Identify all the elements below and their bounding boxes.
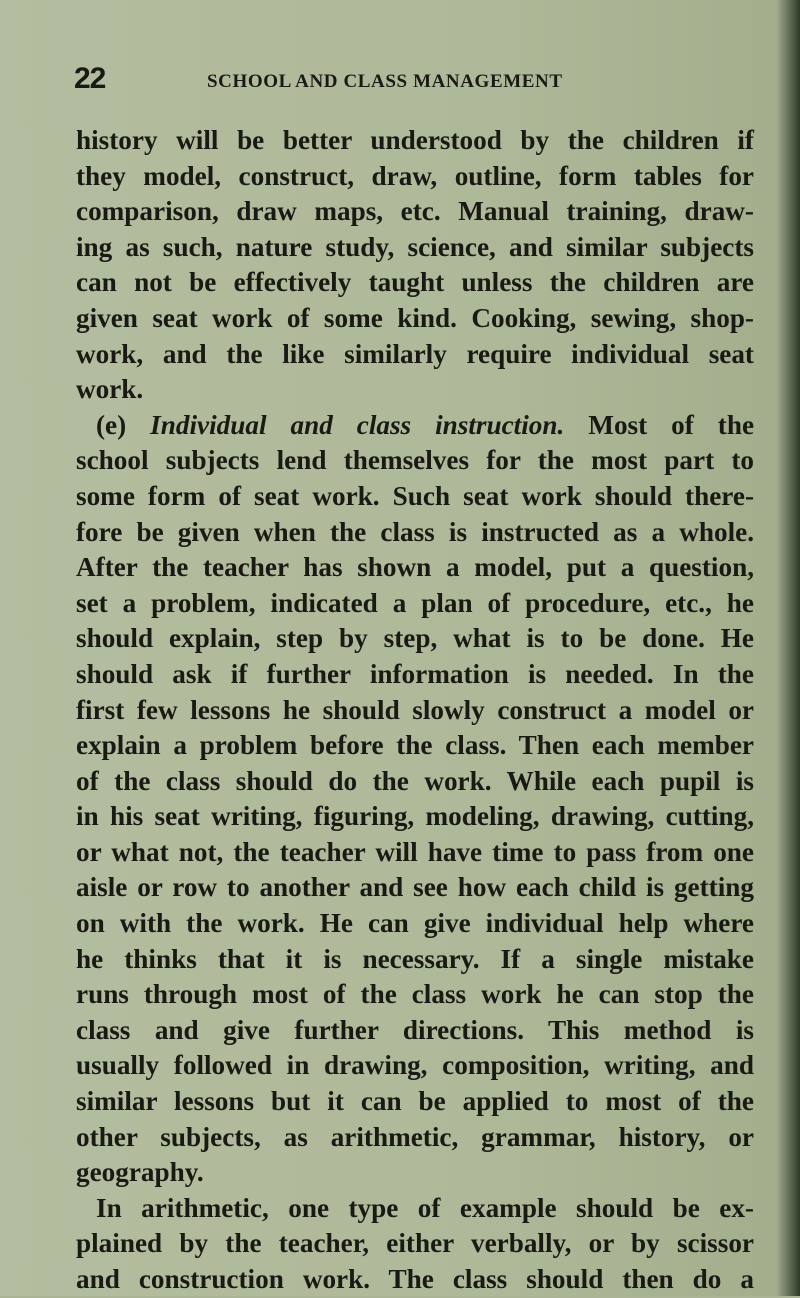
page-header bbox=[74, 62, 758, 102]
text-line: of the class should do the work. While each pupil is bbox=[76, 765, 754, 796]
text-line: work. bbox=[76, 374, 144, 405]
text-line: he thinks that it is necessary. If a single mistake bbox=[76, 943, 754, 974]
text-line: should explain, step by step, what is to be done. He bbox=[76, 623, 754, 654]
text-line: first few lessons he should slowly construct a model or bbox=[76, 694, 754, 725]
text-line: In arithmetic, one type of example should be ex- bbox=[96, 1192, 754, 1223]
text-line: set a problem, indicated a plan of procedure, etc., he bbox=[76, 587, 754, 618]
text-line: runs through most of the class work he can stop the bbox=[76, 979, 754, 1010]
text-line: should ask if further information is needed. In the bbox=[76, 658, 754, 689]
text-line: geography. bbox=[76, 1157, 204, 1188]
text-line: and construction work. The class should then do a bbox=[76, 1264, 754, 1294]
text-line: similar lessons but it can be applied to most of the bbox=[76, 1086, 754, 1117]
text-line: in his seat writing, figuring, modeling, drawing, cutting, bbox=[76, 801, 754, 832]
text-line: on with the work. He can give individual help where bbox=[76, 908, 754, 939]
section-heading: Individual and class instruction. bbox=[150, 409, 565, 440]
text-line: work, and the like similarly require individual seat bbox=[76, 338, 754, 369]
text-line: comparison, draw maps, etc. Manual training, draw- bbox=[76, 196, 754, 227]
text-line: explain a problem before the class. Then each member bbox=[76, 730, 754, 761]
text-line: they model, construct, draw, outline, form tables for bbox=[76, 160, 754, 191]
section-label: (e) bbox=[96, 409, 127, 440]
text-line: fore be given when the class is instructed as a whole. bbox=[76, 516, 754, 547]
page-number: 22 bbox=[74, 62, 106, 95]
text-line: some form of seat work. Such seat work should there- bbox=[76, 480, 754, 511]
text-line: given seat work of some kind. Cooking, sewing, shop- bbox=[76, 302, 754, 333]
body-text bbox=[76, 123, 754, 1298]
text-line: other subjects, as arithmetic, grammar, history, or bbox=[76, 1121, 754, 1152]
text-line: plained by the teacher, either verbally, or by scissor bbox=[76, 1228, 754, 1259]
running-head: SCHOOL AND CLASS MANAGEMENT bbox=[207, 71, 563, 92]
section-heading-line bbox=[76, 408, 754, 444]
section-heading-rest: Most of the bbox=[588, 409, 755, 440]
text-line: ing as such, nature study, science, and similar subjects bbox=[76, 231, 754, 262]
text-line: After the teacher has shown a model, put a question, bbox=[76, 552, 754, 583]
text-line: usually followed in drawing, composition, writing, and bbox=[76, 1050, 754, 1081]
text-line: class and give further directions. This method is bbox=[76, 1014, 754, 1045]
text-line: aisle or row to another and see how each child is getting bbox=[76, 872, 754, 903]
text-line: can not be effectively taught unless the children are bbox=[76, 267, 754, 298]
text-line: or what not, the teacher will have time to pass from one bbox=[76, 836, 754, 867]
text-line: school subjects lend themselves for the most part to bbox=[76, 445, 754, 476]
text-line: history will be better understood by the children if bbox=[76, 125, 754, 155]
